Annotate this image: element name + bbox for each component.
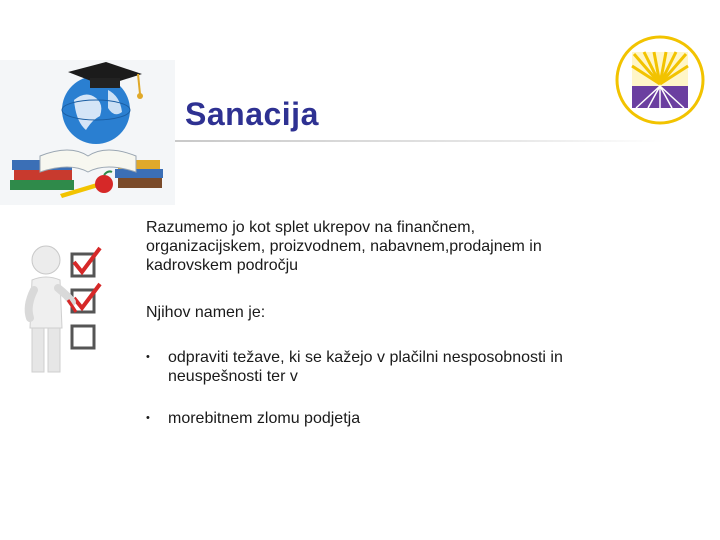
- list-item: [146, 409, 586, 428]
- title-divider: [175, 140, 665, 142]
- bullet-text: odpraviti težave, ki se kažejo v plačilni nesposobnosti in neuspešnosti ter v: [168, 349, 563, 385]
- lead-line: Njihov namen je:: [146, 304, 266, 321]
- slide-body: [146, 218, 586, 451]
- list-item: [146, 348, 586, 386]
- sunburst-logo-icon: [614, 34, 706, 126]
- graduation-globe-books-icon: [0, 60, 175, 205]
- bullet-list: [146, 348, 586, 428]
- bullet-text: morebitnem zlomu podjetja: [168, 410, 361, 427]
- intro-paragraph: Razumemo jo kot splet ukrepov na finančnem, organizacijskem, proizvodnem, nabavnem,prodajnem in kadrovskem področju: [146, 219, 542, 274]
- person-checklist-icon: [12, 236, 122, 386]
- bullet-marker: •: [146, 351, 150, 363]
- page-title: Sanacija: [185, 96, 319, 132]
- bullet-marker: •: [146, 412, 150, 424]
